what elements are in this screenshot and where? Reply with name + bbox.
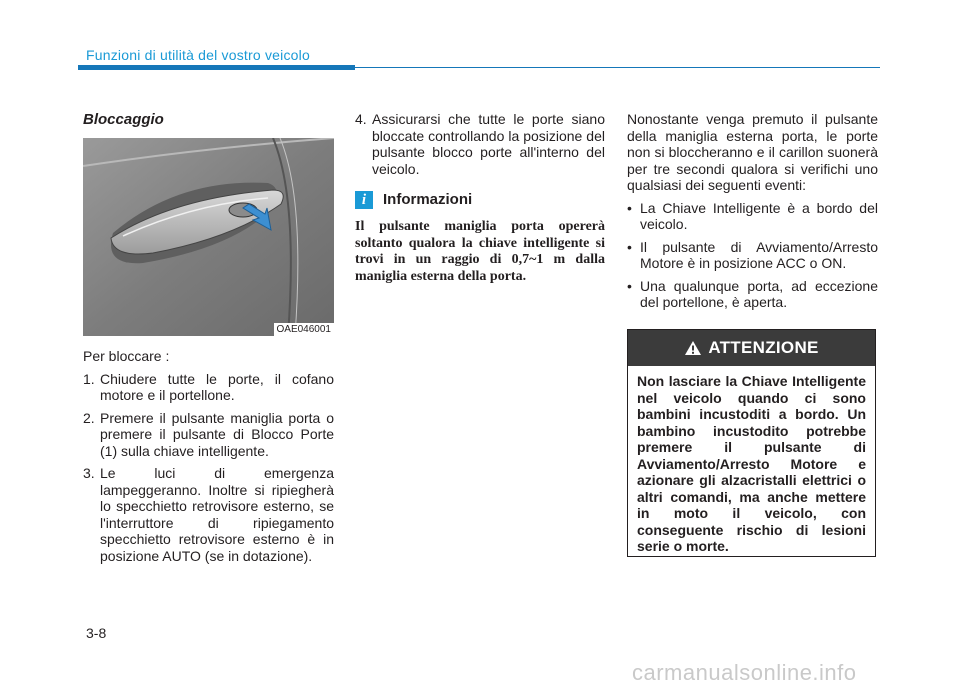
header-rule [355, 67, 880, 68]
list-item: 1. Chiudere tutte le porte, il cofano motore e il portellone. [83, 370, 334, 403]
figure-code: OAE046001 [274, 323, 335, 336]
info-icon: i [355, 191, 373, 209]
door-handle-illustration [83, 138, 334, 336]
header-bar [78, 65, 355, 70]
list-item: • Il pulsante di Avviamento/Arresto Motore è in posizione ACC o ON. [627, 238, 878, 271]
section-title: Bloccaggio [83, 111, 164, 128]
steps-list [83, 371, 334, 565]
left-column-text [83, 348, 334, 570]
right-intro: Nonostante venga premuto il pulsante della maniglia esterna porta, le porte non si bloccheranno e il carillon suonerà per tre secondi qualora si verifichi uno qualsiasi dei seguenti eventi: [627, 111, 878, 193]
door-handle-figure [83, 138, 334, 336]
watermark: carmanualsonline.info [632, 660, 857, 685]
warning-body: Non lasciare la Chiave Intelligente nel veicolo quando ci sono bambini incustoditi a bordo. Un bambino incustodito potrebbe premere il pulsante di Avviamento/Arresto Motore e azionare gli alzacristalli elettrici o altri comandi, ma anche mettere in moto il veicolo, con conseguente rischio di lesioni serie o morte. [637, 373, 866, 554]
steps-intro: Per bloccare : [83, 348, 170, 364]
list-item: • Una qualunque porta, ad eccezione del portellone, è aperta. [627, 277, 878, 310]
page-number: 3-8 [86, 625, 107, 641]
steps-list-continued [355, 111, 605, 177]
info-title: Informazioni [383, 190, 473, 208]
warning-title: ATTENZIONE [708, 338, 819, 357]
info-heading [355, 191, 605, 209]
conditions-list [627, 200, 878, 311]
list-item: • La Chiave Intelligente è a bordo del veicolo. [627, 199, 878, 232]
header-title: Funzioni di utilità del vostro veicolo [86, 47, 310, 63]
warning-header [628, 330, 875, 366]
info-body: Il pulsante maniglia porta opererà soltanto qualora la chiave intelligente si trovi in un raggio di 0,7~1 m dalla maniglia esterna della porta. [355, 219, 605, 284]
warning-box [627, 329, 876, 557]
list-item: 3. Le luci di emergenza lampeggeranno. Inoltre si ripiegherà lo specchietto retrovisore esterno, se l'interruttore di ripiegamento specchietto retrovisore esterno è in posizione AUTO (se in dotazione). [83, 465, 334, 564]
left-column [83, 111, 334, 131]
middle-column [355, 111, 605, 285]
list-item: 2. Premere il pulsante maniglia porta o premere il pulsante di Blocco Porte (1) sulla chiave intelligente. [83, 409, 334, 459]
list-item: 4. Assicurarsi che tutte le porte siano bloccate controllando la posizione del pulsante blocco porte all'interno del veicolo. [355, 111, 605, 177]
warning-triangle-icon [684, 340, 702, 356]
right-column [627, 111, 878, 317]
